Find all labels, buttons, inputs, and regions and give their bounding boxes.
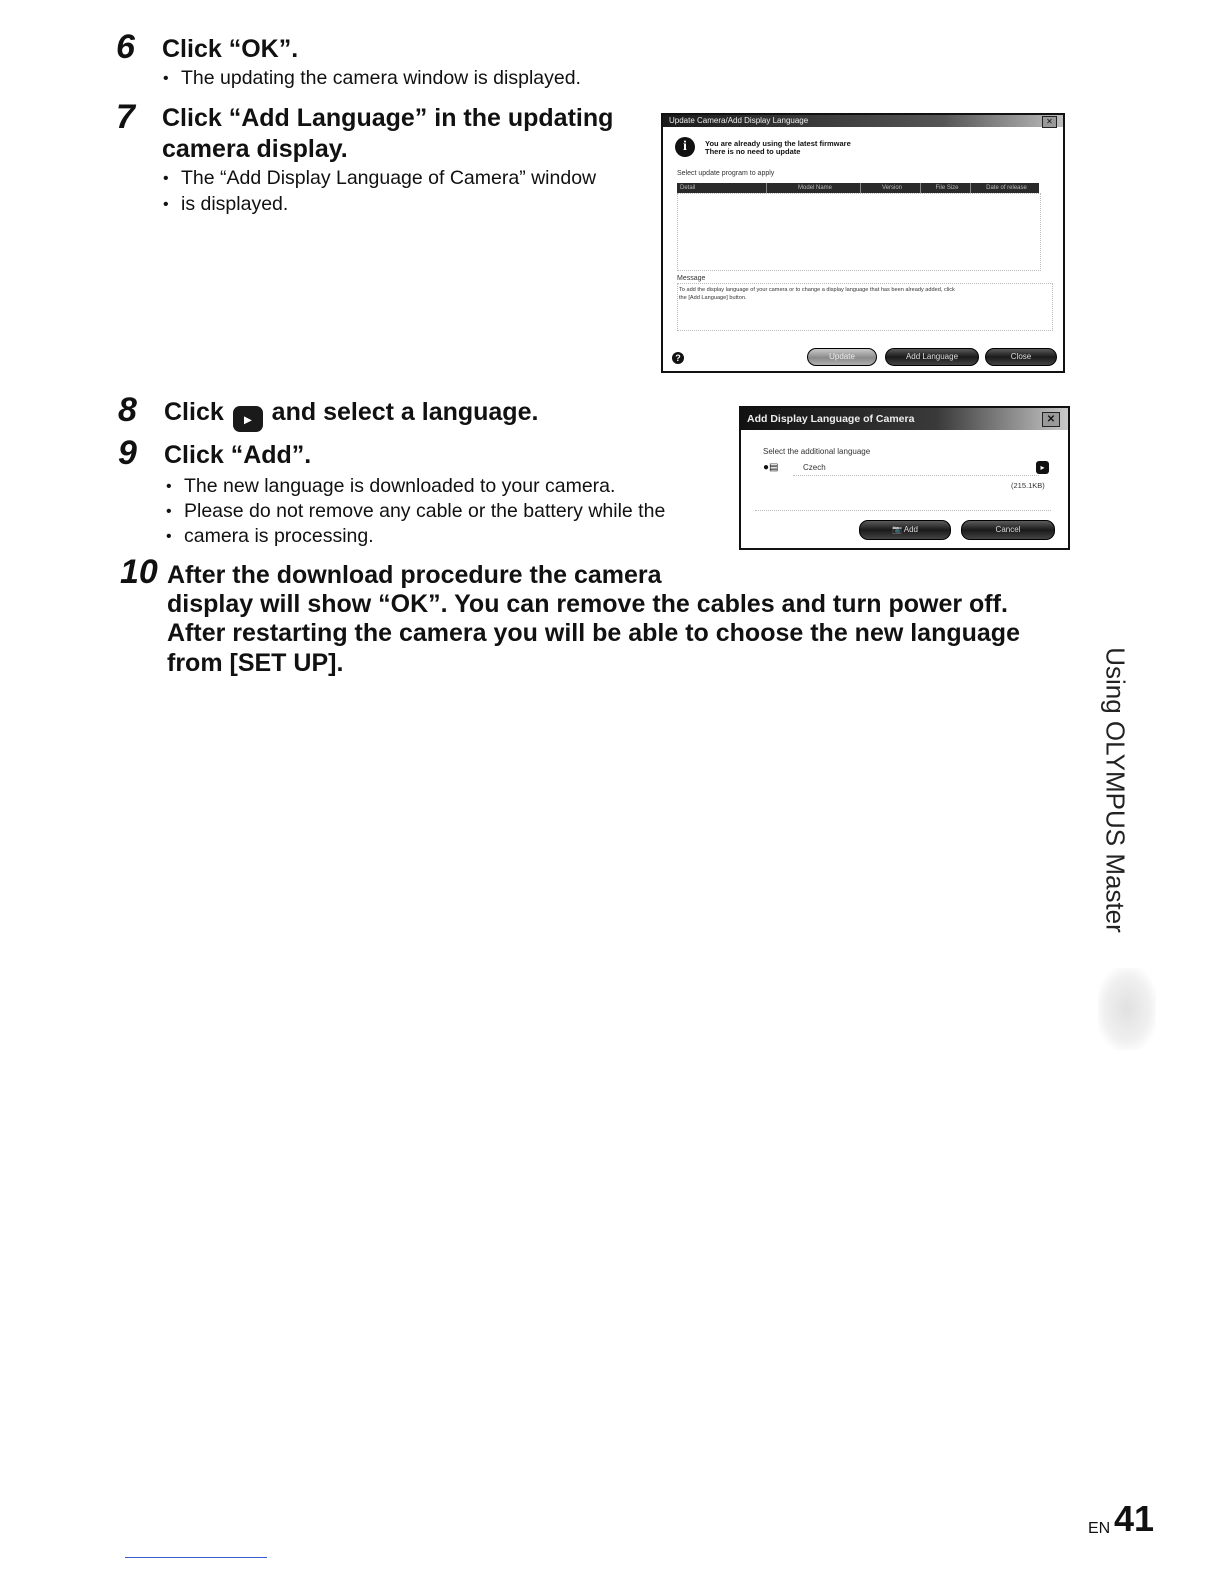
update-table-body[interactable] — [677, 193, 1041, 271]
page-language: EN — [1088, 1520, 1111, 1537]
add-language-dialog — [739, 406, 1070, 550]
add-button[interactable] — [859, 520, 951, 540]
col-version[interactable]: Version — [861, 183, 921, 193]
col-file-size[interactable]: File Size — [921, 183, 971, 193]
message-label: Message — [677, 275, 706, 282]
add-language-title: Add Display Language of Camera — [747, 413, 915, 425]
message-line2: the [Add Language] button. — [679, 295, 747, 301]
step-7-number: 7 — [116, 98, 135, 136]
step-8-title-pre: Click — [164, 398, 224, 426]
col-date-of-release[interactable]: Date of release — [986, 185, 1027, 191]
update-info-line1: You are already using the latest firmware — [705, 139, 851, 148]
step-7-title-line1: Click “Add Language” in the updating — [162, 104, 614, 132]
step-6-number: 6 — [116, 28, 135, 66]
update-camera-dialog — [661, 113, 1065, 373]
step-7-title-line2: camera display. — [162, 135, 348, 163]
cancel-button[interactable]: Cancel — [961, 520, 1055, 540]
message-line1: To add the display language of your camera or to change a display language that has been already added, click — [679, 287, 955, 293]
dropdown-arrow-icon: ▸ — [233, 406, 263, 432]
footer-rule — [125, 1557, 267, 1558]
step-10-number: 10 — [120, 553, 158, 591]
step-9-bullet-line1: • The new language is downloaded to your camera. — [184, 474, 615, 499]
language-size: (215.1KB) — [1011, 481, 1045, 490]
close-icon[interactable]: ✕ — [1042, 412, 1060, 427]
language-select[interactable] — [793, 461, 1039, 476]
dropdown-arrow-icon[interactable]: ▸ — [1036, 461, 1049, 474]
add-language-button[interactable]: Add Language — [885, 348, 979, 366]
page-number: 41 — [1114, 1498, 1155, 1539]
step-6-bullet: • The updating the camera window is displayed. — [181, 66, 581, 91]
step-9-title: Click “Add”. — [164, 441, 312, 469]
step-7-bullet-line1: • The “Add Display Language of Camera” window — [181, 166, 596, 191]
step-6-title: Click “OK”. — [162, 35, 299, 63]
update-info-line2: There is no need to update — [705, 147, 801, 156]
info-icon: i — [675, 137, 695, 157]
side-tab-marker — [1098, 968, 1156, 1050]
step-8-number: 8 — [118, 391, 137, 429]
update-table-header — [677, 183, 1039, 193]
close-button[interactable]: Close — [985, 348, 1057, 366]
selected-language: Czech — [803, 463, 826, 472]
camera-icon: 📷 — [892, 525, 902, 534]
col-detail[interactable]: Detail — [677, 183, 767, 193]
step-8-title-post: and select a language. — [271, 398, 539, 426]
add-dialog-divider — [755, 510, 1051, 511]
keyboard-icon: ●▤ — [763, 462, 779, 473]
update-dialog-titlebar — [663, 115, 1063, 127]
step-9-bullet-line2: • Please do not remove any cable or the battery while the — [184, 499, 665, 524]
help-icon[interactable]: ? — [672, 352, 684, 364]
step-10-line2: display will show “OK”. You can remove the cables and turn power off. — [167, 590, 1008, 618]
step-10-line4: from [SET UP]. — [167, 649, 344, 677]
step-8-title — [164, 397, 538, 432]
step-9-number: 9 — [118, 434, 137, 472]
step-9-bullet-line3: • camera is processing. — [184, 524, 374, 549]
select-update-label: Select update program to apply — [677, 170, 775, 177]
side-tab-label: Using OLYMPUS Master — [1100, 647, 1131, 933]
add-language-titlebar — [741, 408, 1068, 430]
col-model-name[interactable]: Model Name — [767, 183, 861, 193]
step-7-bullet-line2: • is displayed. — [181, 192, 288, 217]
step-10-line1: After the download procedure the camera — [167, 561, 662, 589]
update-dialog-title: Update Camera/Add Display Language — [669, 116, 809, 125]
step-10-line3: After restarting the camera you will be able to choose the new language — [167, 619, 1020, 647]
add-button-label: Add — [903, 525, 918, 534]
select-language-label: Select the additional language — [763, 447, 871, 456]
close-icon[interactable]: ✕ — [1042, 116, 1057, 128]
update-button[interactable]: Update — [807, 348, 877, 366]
